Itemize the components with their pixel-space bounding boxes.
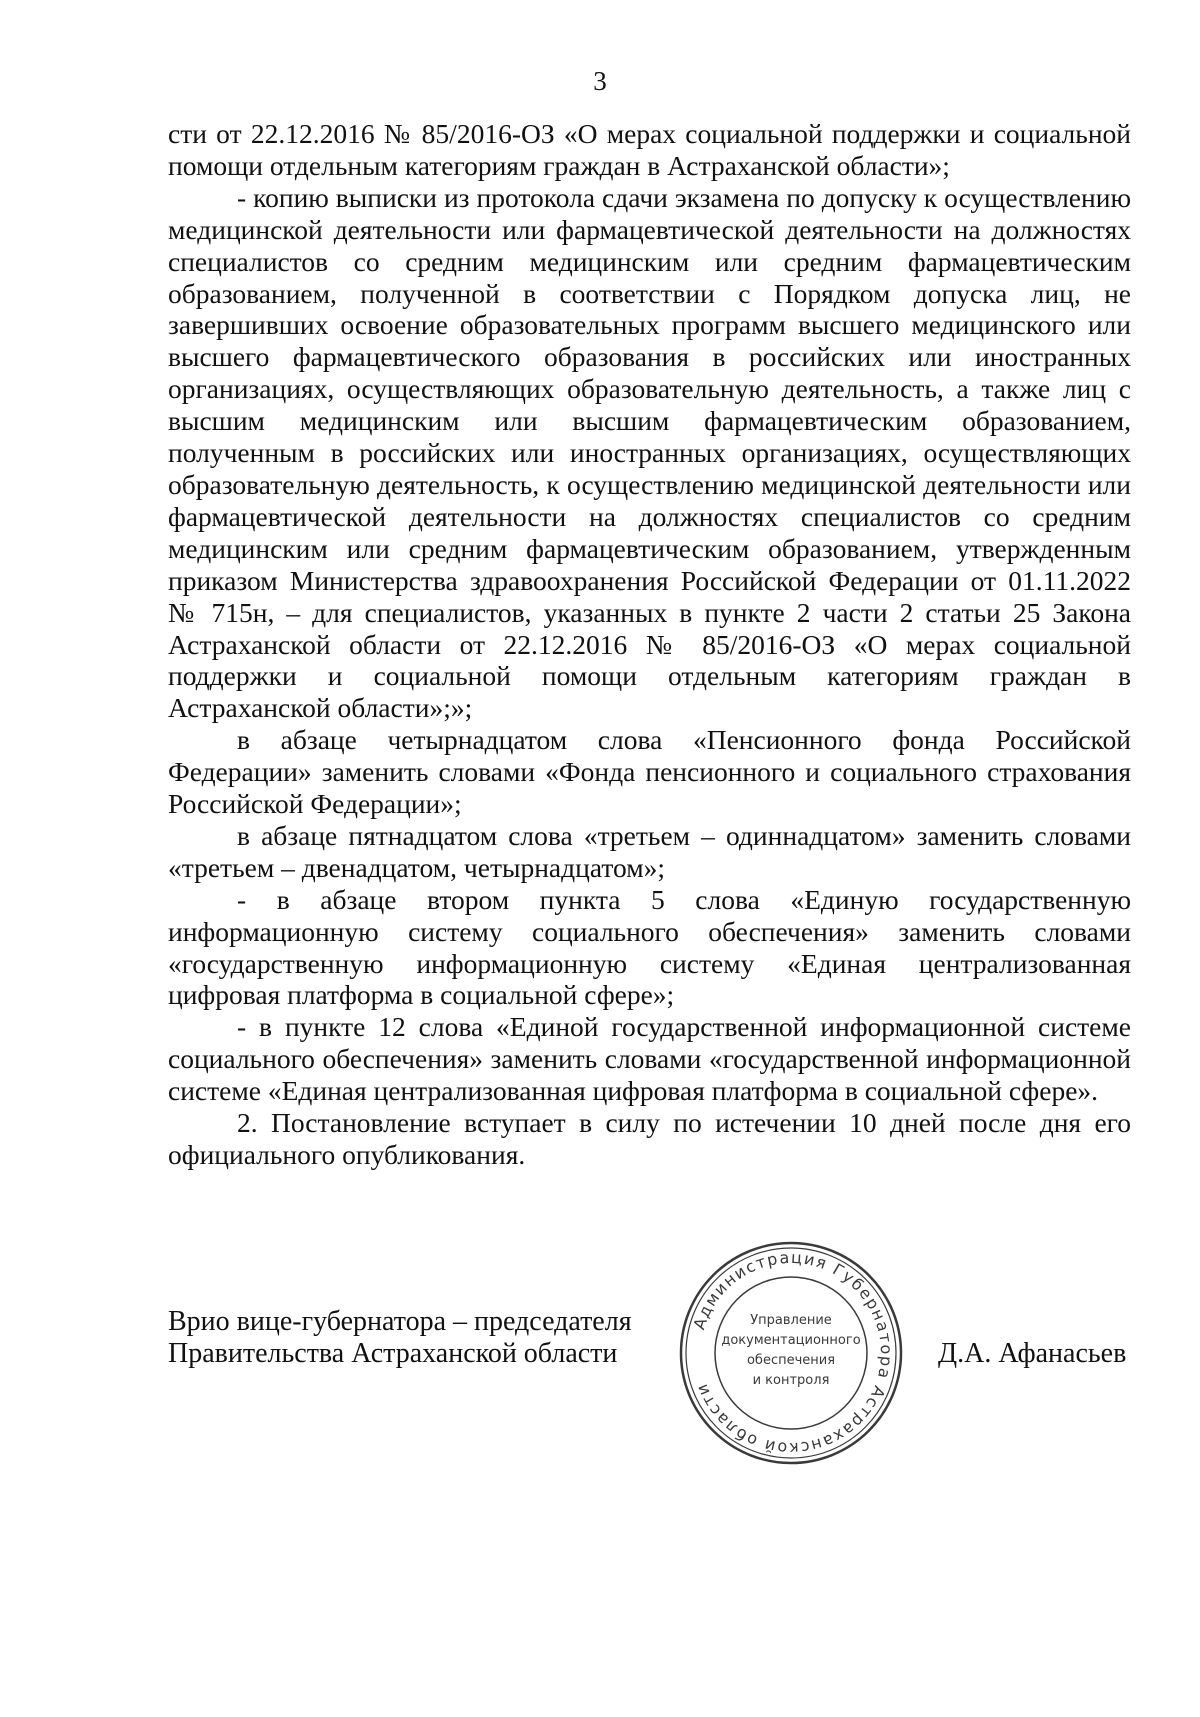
seal-ring-text: Администрация Губернатора Астраханской области [689, 1247, 897, 1459]
paragraph: - в пункте 12 слова «Единой государственной информационной системе социального обеспечения» заменить словами «государственной информационной системе «Единая централизованная цифровая платформа в социальной сфере». [168, 1011, 1131, 1107]
paragraph: в абзаце пятнадцатом слова «третьем – одиннадцатом» заменить словами «третьем – двенадцатом, четырнадцатом»; [168, 819, 1131, 883]
paragraph: - копию выписки из протокола сдачи экзамена по допуску к осуществлению медицинской деятельности или фармацевтической деятельности на должностях специалистов со средним медицинским или средним фармацевтическим образованием, полученной в соответствии с Порядком допуска лиц, не завершивших освоение образовательных программ высшего медицинского или высшего фармацевтического образования в российских или иностранных организациях, осуществляющих образовательную деятельность, а также лиц с высшим медицинским или высшим фармацевтическим образованием, полученным в российских или иностранных организациях, осуществляющих образовательную деятельность, к осуществлению медицинской деятельности или фармацевтической деятельности на должностях специалистов со средним медицинским или средним фармацевтическим образованием, утвержденным приказом Министерства здравоохранения Российской Федерации от 01.11.2022 № 715н, – для специалистов, указанных в пункте 2 части 2 статьи 25 Закона Астраханской области от 22.12.2016 № 85/2016-ОЗ «О мерах социальной поддержки и социальной помощи отдельным категориям граждан в Астраханской области»;»; [168, 181, 1131, 724]
seal-center-text: Управление [750, 1313, 832, 1328]
paragraph: 2. Постановление вступает в силу по истечении 10 дней после дня его официального опубликования. [168, 1107, 1131, 1170]
paragraph: в абзаце четырнадцатом слова «Пенсионного фонда Российской Федерации» заменить словами «Фонда пенсионного и социального страхования Российской Федерации»; [168, 724, 1131, 820]
seal-center-text: обеспечения [746, 1353, 836, 1368]
signer-title-line: Врио вице-губернатора – председателя [168, 1306, 632, 1337]
paragraph: - в абзаце втором пункта 5 слова «Единую государственную информационную систему социального обеспечения» заменить словами «государственную информационную систему «Единая централизованная цифровая платформа в социальной сфере»; [168, 883, 1131, 1011]
seal-center-text: и контроля [752, 1373, 830, 1388]
signer-title [168, 1306, 688, 1370]
official-seal [676, 1238, 906, 1468]
signer-title-line: Правительства Астраханской области [168, 1338, 618, 1369]
signer-name: Д.А. Афанасьев [938, 1338, 1127, 1369]
paragraph: сти от 22.12.2016 № 85/2016-ОЗ «О мерах социальной поддержки и социальной помощи отдельным категориям граждан в Астраханской области»; [168, 118, 1131, 181]
document-body [168, 118, 1131, 1171]
seal-center-text: документационного [721, 1333, 861, 1348]
page-number: 3 [593, 66, 607, 96]
